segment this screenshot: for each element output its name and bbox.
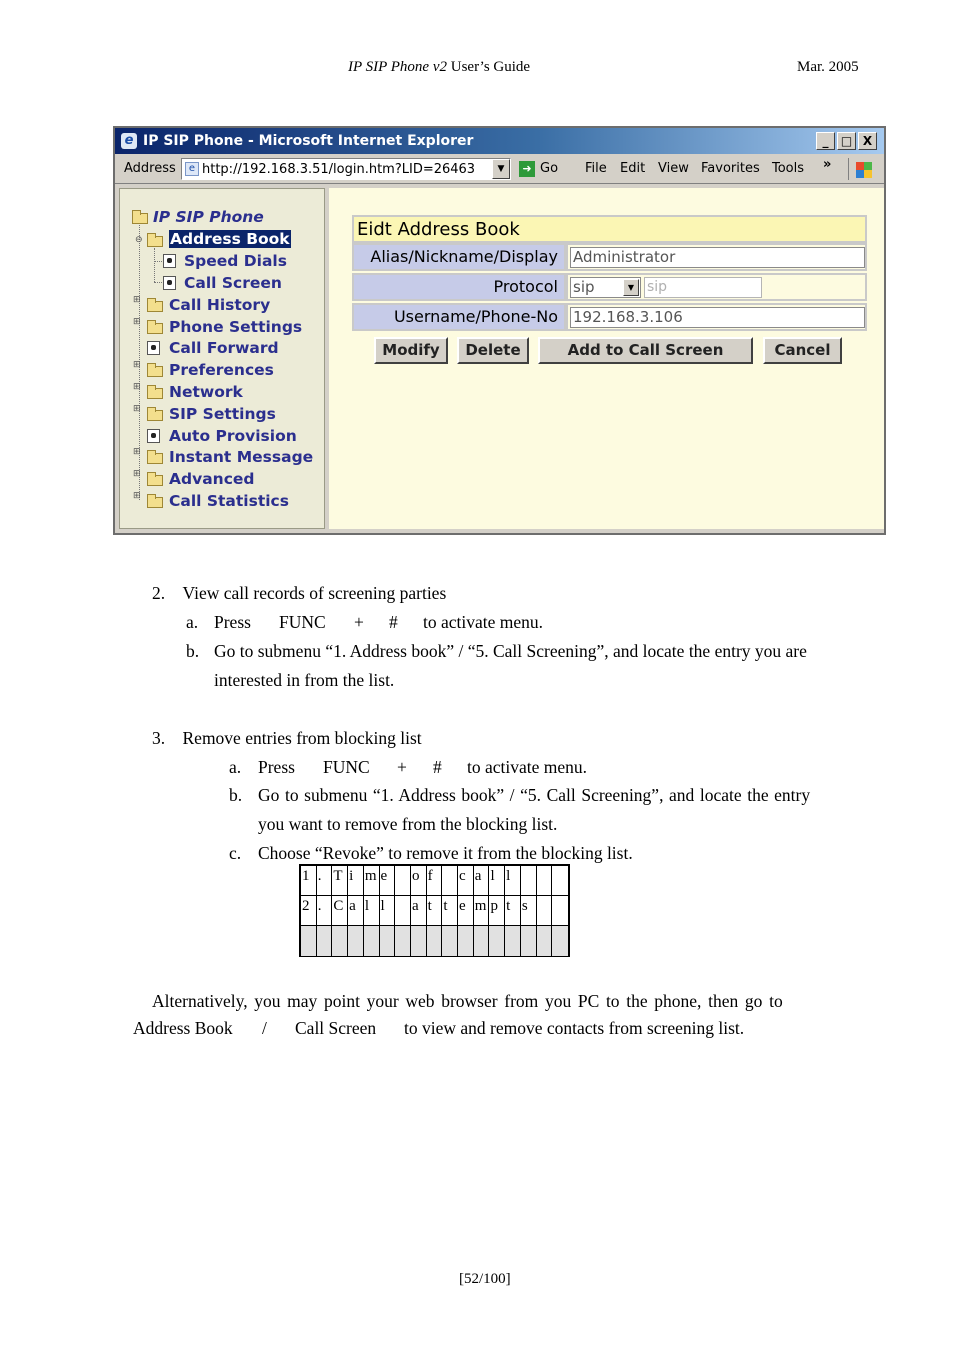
lcd-cell — [537, 926, 553, 956]
step-2a-func: FUNC — [279, 612, 326, 632]
lcd-cell — [332, 926, 348, 956]
chevron-down-icon[interactable]: ▼ — [623, 279, 639, 296]
lcd-cell — [301, 926, 317, 956]
lcd-cell: c — [458, 866, 474, 896]
closing-call-screen: Call Screen — [295, 1018, 377, 1038]
folder-icon — [147, 323, 163, 334]
lcd-cell: l — [489, 866, 505, 896]
page-icon — [163, 254, 176, 268]
expand-icon[interactable]: ⊞ — [133, 360, 141, 370]
expand-icon[interactable]: ⊞ — [133, 382, 141, 392]
lcd-row — [301, 926, 568, 956]
step-3-title: Remove entries from blocking list — [182, 728, 422, 748]
lcd-cell — [317, 926, 333, 956]
step-3b-line1: Go to submenu “1. Address book” / “5. Call Screening”, and locate the entry — [258, 785, 811, 805]
step-2a-press: Press — [214, 612, 251, 632]
browser-titlebar — [115, 128, 884, 154]
tree-item-network[interactable]: Network — [169, 383, 243, 401]
form-title: Eidt Address Book — [352, 215, 867, 243]
lcd-cell — [380, 926, 396, 956]
menu-edit[interactable]: Edit — [620, 161, 646, 176]
lcd-cell: o — [411, 866, 427, 896]
lcd-cell: t — [427, 896, 443, 926]
folder-icon — [147, 366, 163, 377]
document-header-title — [348, 59, 530, 76]
lcd-cell — [395, 896, 411, 926]
lcd-cell — [348, 926, 364, 956]
browser-title: IP SIP Phone - Microsoft Internet Explorer — [143, 133, 474, 149]
folder-icon — [147, 475, 163, 486]
page-number: [52/100] — [459, 1271, 511, 1287]
close-button[interactable]: X — [858, 132, 877, 150]
lcd-cell: e — [458, 896, 474, 926]
lcd-cell: l — [380, 896, 396, 926]
go-arrow-icon[interactable]: ➜ — [519, 161, 535, 177]
lcd-display — [299, 864, 570, 957]
step-3a-press: Press — [258, 757, 295, 777]
lcd-cell: t — [442, 896, 458, 926]
menu-tools[interactable]: Tools — [772, 161, 805, 176]
step-2-number: 2. — [152, 583, 166, 603]
username-input[interactable]: 192.168.3.106 — [570, 307, 865, 328]
address-input[interactable] — [181, 158, 511, 180]
step-2a-plus: + — [354, 612, 364, 632]
lcd-cell — [395, 926, 411, 956]
lcd-cell — [521, 866, 537, 896]
header-title-rest: User’s Guide — [447, 59, 531, 75]
folder-open-icon — [132, 213, 148, 224]
closing-line-1: Alternatively, you may point your web browser from you PC to the phone, then go to — [152, 991, 783, 1011]
lcd-cell: . — [317, 896, 333, 926]
tree-item-speed-dials[interactable]: Speed Dials — [184, 252, 287, 270]
expand-icon[interactable]: ⊞ — [133, 469, 141, 479]
content-pane — [329, 188, 884, 529]
closing-address-book: Address Book — [133, 1018, 233, 1038]
lcd-cell: l — [364, 896, 380, 926]
step-2b-line1: Go to submenu “1. Address book” / “5. Call Screening”, and locate the entry you are — [214, 641, 807, 661]
closing-line-2 — [133, 1017, 745, 1039]
windows-logo-icon — [848, 158, 872, 180]
folder-open-icon — [147, 236, 163, 247]
maximize-button[interactable]: □ — [837, 132, 856, 150]
lcd-cell — [537, 866, 553, 896]
lcd-cell: . — [317, 866, 333, 896]
lcd-cell: a — [474, 866, 490, 896]
step-3b-line2: you want to remove from the blocking list. — [258, 814, 558, 834]
step-3a-plus: + — [397, 757, 407, 777]
lcd-cell: l — [505, 866, 521, 896]
protocol-cell — [566, 273, 867, 301]
lcd-cell — [395, 866, 411, 896]
step-3b — [229, 784, 811, 806]
lcd-cell: T — [332, 866, 348, 896]
page-icon: e — [185, 162, 199, 176]
lcd-cell: f — [427, 866, 443, 896]
menu-file[interactable]: File — [585, 161, 607, 176]
step-3-number: 3. — [152, 728, 166, 748]
step-2a-hash: # — [389, 612, 398, 632]
lcd-cell: a — [348, 896, 364, 926]
lcd-cell — [489, 926, 505, 956]
step-3 — [152, 727, 422, 749]
tree-item-advanced[interactable]: Advanced — [169, 470, 255, 488]
collapse-icon[interactable]: ⊖ — [135, 235, 143, 245]
lcd-cell — [552, 866, 568, 896]
toolbar-chevron-icon[interactable]: » — [823, 157, 832, 172]
step-2-title: View call records of screening parties — [182, 583, 447, 603]
tree-item-preferences[interactable]: Preferences — [169, 361, 274, 379]
modify-button[interactable]: Modify — [374, 337, 448, 364]
lcd-cell: m — [474, 896, 490, 926]
step-2b — [186, 640, 807, 662]
folder-icon — [147, 497, 163, 508]
protocol-select[interactable] — [570, 277, 641, 298]
expand-icon[interactable]: ⊞ — [133, 404, 141, 414]
header-title-italic: IP SIP Phone v2 — [348, 59, 448, 75]
tree-item-sip-settings[interactable]: SIP Settings — [169, 405, 276, 423]
lcd-cell: p — [489, 896, 505, 926]
step-3c-letter: c. — [229, 843, 242, 863]
lcd-cell: a — [411, 896, 427, 926]
lcd-cell — [427, 926, 443, 956]
step-2 — [152, 582, 446, 604]
lcd-cell — [474, 926, 490, 956]
step-2a — [186, 611, 544, 633]
step-3a-rest: to activate menu. — [467, 757, 588, 777]
menu-view[interactable]: View — [658, 161, 689, 176]
protocol-value: sip — [573, 278, 595, 296]
lcd-cell — [364, 926, 380, 956]
tree-item-phone-settings[interactable]: Phone Settings — [169, 318, 303, 336]
tree-item-call-statistics[interactable]: Call Statistics — [169, 492, 289, 510]
lcd-cell — [521, 926, 537, 956]
ie-icon: e — [121, 133, 137, 149]
tree-root[interactable]: IP SIP Phone — [153, 208, 264, 226]
alias-cell — [566, 243, 867, 271]
username-row — [352, 303, 867, 331]
step-3c — [229, 842, 633, 864]
expand-icon[interactable]: ⊞ — [133, 447, 141, 457]
folder-icon — [147, 301, 163, 312]
folder-icon — [147, 388, 163, 399]
lcd-cell: i — [348, 866, 364, 896]
expand-icon[interactable]: ⊞ — [133, 491, 141, 501]
lcd-cell — [552, 896, 568, 926]
address-dropdown-icon[interactable]: ▼ — [492, 159, 510, 179]
closing-rest: to view and remove contacts from screening list. — [404, 1018, 745, 1038]
lcd-cell: 2 — [301, 896, 317, 926]
protocol-row — [352, 273, 867, 301]
step-2a-letter: a. — [186, 612, 199, 632]
minimize-button[interactable]: _ — [816, 132, 835, 150]
lcd-cell — [458, 926, 474, 956]
lcd-cell: t — [505, 896, 521, 926]
protocol-extra-input: sip — [644, 277, 762, 298]
address-label: Address — [124, 161, 176, 176]
tree-item-call-history[interactable]: Call History — [169, 296, 271, 314]
lcd-cell: s — [521, 896, 537, 926]
tree-item-call-screen[interactable]: Call Screen — [184, 274, 282, 292]
step-3a — [229, 756, 588, 778]
cancel-button[interactable]: Cancel — [763, 337, 842, 364]
tree-item-address-book[interactable]: Address Book — [170, 230, 290, 248]
step-2b-letter: b. — [186, 641, 200, 661]
page-icon — [163, 276, 176, 290]
step-3b-letter: b. — [229, 785, 243, 805]
step-2b-line2: interested in from the list. — [214, 670, 395, 690]
lcd-cell — [442, 866, 458, 896]
menu-favorites[interactable]: Favorites — [701, 161, 760, 176]
page-icon — [147, 341, 160, 355]
alias-label: Alias/Nickname/Display — [352, 243, 566, 271]
add-to-call-screen-button[interactable]: Add to Call Screen — [538, 337, 753, 364]
navigation-tree — [119, 188, 325, 529]
alias-input[interactable]: Administrator — [570, 247, 865, 268]
username-label: Username/Phone-No — [352, 303, 566, 331]
step-3a-func: FUNC — [323, 757, 370, 777]
protocol-label: Protocol — [352, 273, 566, 301]
username-cell — [566, 303, 867, 331]
lcd-cell: C — [332, 896, 348, 926]
delete-button[interactable]: Delete — [457, 337, 529, 364]
step-2a-rest: to activate menu. — [423, 612, 544, 632]
step-3a-letter: a. — [229, 757, 242, 777]
address-url: http://192.168.3.51/login.htm?LID=26463 — [202, 162, 476, 177]
folder-icon — [147, 453, 163, 464]
lcd-cell: 1 — [301, 866, 317, 896]
step-3c-line: Choose “Revoke” to remove it from the blocking list. — [258, 843, 633, 863]
document-header-date: Mar. 2005 — [797, 59, 859, 75]
lcd-row — [301, 896, 568, 926]
lcd-cell — [442, 926, 458, 956]
lcd-cell — [411, 926, 427, 956]
lcd-cell: e — [380, 866, 396, 896]
go-button[interactable]: Go — [540, 161, 559, 176]
page-icon — [147, 429, 160, 443]
lcd-cell: m — [364, 866, 380, 896]
browser-window — [113, 126, 886, 535]
address-bar — [115, 154, 884, 184]
tree-item-instant-message[interactable]: Instant Message — [169, 448, 314, 466]
lcd-cell — [552, 926, 568, 956]
step-3a-hash: # — [433, 757, 442, 777]
expand-icon[interactable]: ⊞ — [133, 317, 141, 327]
tree-item-auto-provision[interactable]: Auto Provision — [169, 427, 297, 445]
expand-icon[interactable]: ⊞ — [133, 295, 141, 305]
folder-icon — [147, 410, 163, 421]
alias-row — [352, 243, 867, 271]
lcd-cell — [537, 896, 553, 926]
lcd-row — [301, 866, 568, 896]
closing-slash: / — [262, 1018, 267, 1038]
lcd-cell — [505, 926, 521, 956]
tree-item-call-forward[interactable]: Call Forward — [169, 339, 279, 357]
